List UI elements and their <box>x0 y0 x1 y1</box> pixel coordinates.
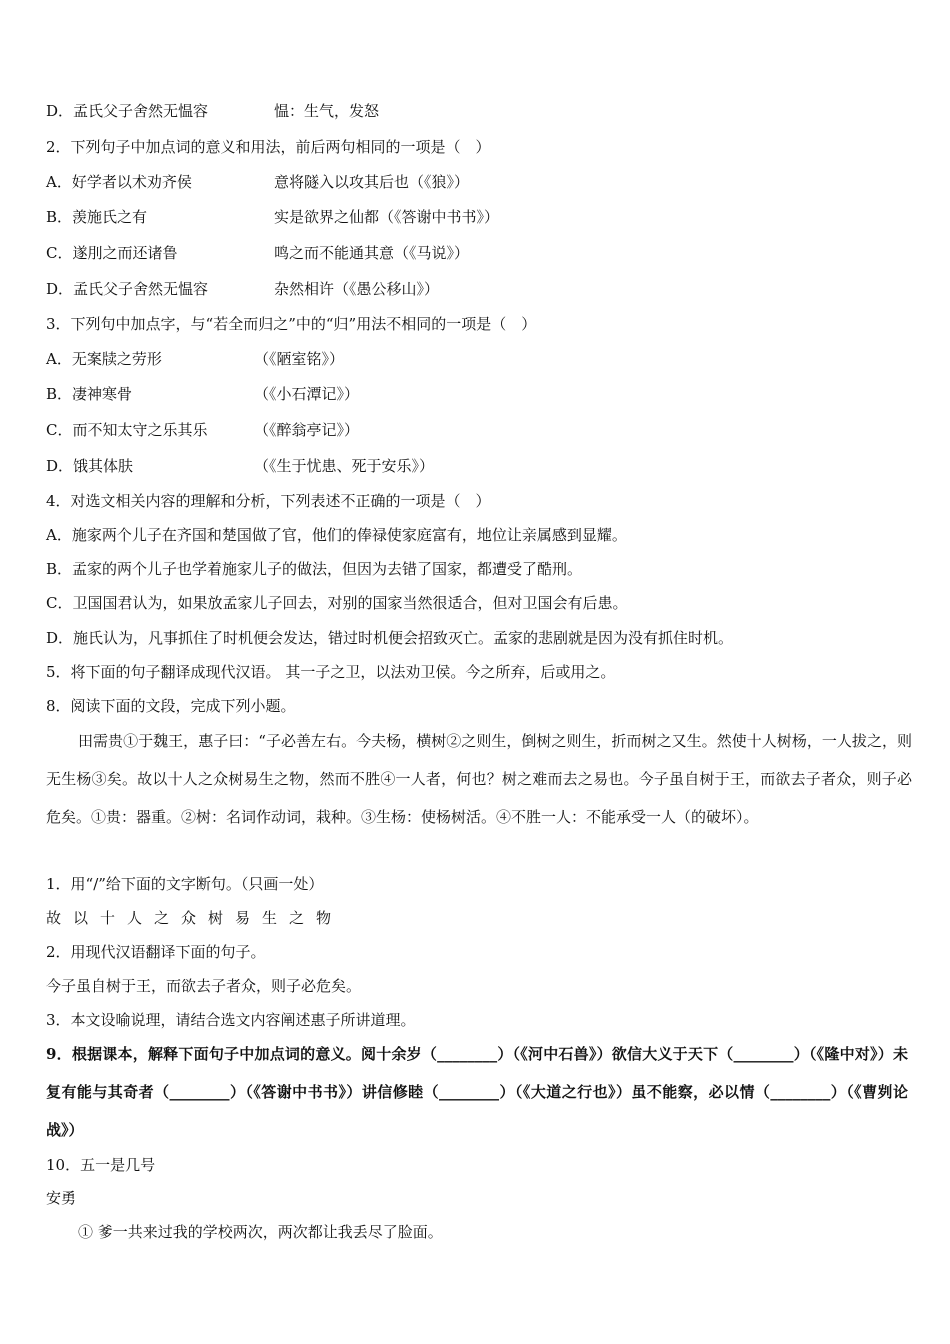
option-right: 意将隧入以攻其后也（《狼》） <box>274 173 470 191</box>
question-4: 4．对选文相关内容的理解和分析，下列表述不正确的一项是（ ） <box>46 492 491 510</box>
q2-option-c <box>46 242 914 264</box>
q4-option-b: B．孟家的两个儿子也学着施家儿子的做法，但因为去错了国家，都遭受了酷刑。 <box>46 560 583 578</box>
question-5: 5．将下面的句子翻译成现代汉语。 其一子之卫，以法劝卫侯。今之所弃，后或用之。 <box>46 663 616 681</box>
option-right: （《生于忧患、死于安乐》） <box>254 457 435 475</box>
question-3: 3．下列句中加点字，与“若全而归之”中的“归”用法不相同的一项是（ ） <box>46 315 537 333</box>
s8-question-2: 2．用现代汉语翻译下面的句子。 <box>46 943 266 961</box>
option-right: （《小石潭记》） <box>254 385 360 403</box>
q3-option-c <box>46 419 914 441</box>
q3-option-d <box>46 455 914 477</box>
option-left: D．孟氏父子舍然无愠容 <box>46 102 209 120</box>
s8-question-3: 3．本文设喻说理，请结合选文内容阐述惠子所讲道理。 <box>46 1011 416 1029</box>
option-right: 实是欲界之仙都（《答谢中书书》） <box>274 208 500 226</box>
s8-question-2-text: 今子虽自树于王，而欲去子者众，则子必危矣。 <box>46 977 362 995</box>
q4-option-d: D．施氏认为，凡事抓住了时机便会发达，错过时机便会招致灭亡。孟家的悲剧就是因为没有抓住时机。 <box>46 629 734 647</box>
section-10-title: 10．五一是几号 <box>46 1156 156 1174</box>
question-9: 9．根据课本，解释下面句子中加点词的意义。阅十余岁（________）（《河中石兽》）欲信大义于天下（________）（《隆中对》）未复有能与其奇者（________）（《答谢中书书》）讲信修睦（________）（《大道之行也》）虽不能察，必以情（________）（《曹刿论战》） <box>46 1045 908 1139</box>
option-left: D．饿其体肤 <box>46 457 134 475</box>
q2-option-a <box>46 171 914 193</box>
s8-question-1-text: 故以十人之众树易生之物 <box>46 909 344 927</box>
q1-option-d <box>46 100 914 122</box>
option-left: B．羡施氏之有 <box>46 208 148 226</box>
section-10-paragraph-1: ① 爹一共来过我的学校两次，两次都让我丢尽了脸面。 <box>78 1223 443 1241</box>
section-10-author: 安勇 <box>46 1189 77 1207</box>
section-8-heading: 8．阅读下面的文段，完成下列小题。 <box>46 697 296 715</box>
q3-option-b <box>46 383 914 405</box>
section-8-passage: 田需贵①于魏王，惠子曰：“子必善左右。今夫杨，横树②之则生，倒树之则生，折而树之又生。然使十人树杨，一人拔之，则无生杨③矣。故以十人之众树易生之物，然而不胜④一人者，何也？树之难而去之易也。今子虽自树于王，而欲去子者众，则子必危矣。①贵：器重。②树：名词作动词，栽种。③生杨：使杨树活。④不胜一人：不能承受一人（的破坏）。 <box>46 732 912 826</box>
option-right: 杂然相许（《愚公移山》） <box>274 280 440 298</box>
q4-option-c: C．卫国国君认为，如果放孟家儿子回去，对别的国家当然很适合，但对卫国会有后患。 <box>46 594 628 612</box>
question-2: 2．下列句子中加点词的意义和用法，前后两句相同的一项是（ ） <box>46 138 491 156</box>
option-left: A．好学者以术劝齐侯 <box>46 173 192 191</box>
q2-option-d <box>46 278 914 300</box>
option-left: C．而不知太守之乐其乐 <box>46 421 208 439</box>
q4-option-a: A．施家两个儿子在齐国和楚国做了官，他们的俸禄使家庭富有，地位让亲属感到显耀。 <box>46 526 627 544</box>
option-right: （《醉翁亭记》） <box>254 421 360 439</box>
s8-question-1: 1．用“/”给下面的文字断句。（只画一处） <box>46 875 324 893</box>
option-left: C．遂刖之而还诸鲁 <box>46 244 178 262</box>
q3-option-a <box>46 348 914 370</box>
option-left: A．无案牍之劳形 <box>46 350 162 368</box>
option-right: 鸣之而不能通其意（《马说》） <box>274 244 470 262</box>
q2-option-b <box>46 206 914 228</box>
option-left: D．孟氏父子舍然无愠容 <box>46 280 209 298</box>
option-left: B．凄神寒骨 <box>46 385 133 403</box>
option-right: （《陋室铭》） <box>254 350 345 368</box>
option-right: 愠：生气，发怒 <box>274 102 380 120</box>
